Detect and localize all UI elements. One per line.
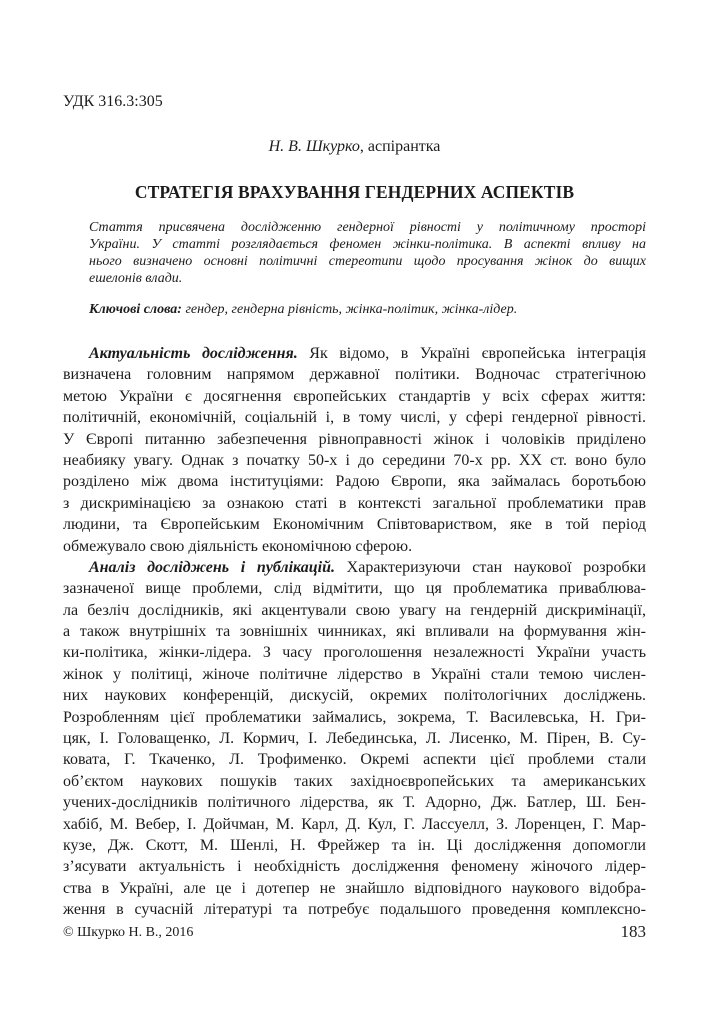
paragraph-line: ла безліч дослідників, які акцентували свою увагу на гендерній дискримінації, [63, 601, 646, 619]
paragraph-line: об’єктом наукових пошуків таких західноєвропейських та американських [63, 772, 646, 790]
paragraph-line: обмежувало свою діяльність економічною сферою. [63, 537, 413, 555]
paragraph-line: неабияку увагу. Однак з початку 50-х і до середини 70-х рр. XX ст. воно було [63, 451, 646, 469]
paragraph-line: зазначеної вище проблеми, слід відмітити, що ця проблематика приваблюва- [63, 580, 646, 598]
section-lead-analysis: Аналіз досліджень і публікацій. [89, 558, 336, 576]
abstract-line: ешелонів влади. [89, 271, 183, 286]
paragraph-line: жінок у політиці, жіноче політичне лідерство в Україні стали темою числен- [63, 665, 646, 683]
paragraph-line: з’ясувати актуальність і необхідність дослідження феномену жіночого лідер- [63, 858, 646, 876]
paragraph-line: метою України є досягнення європейських стандартів у всіх сферах життя: [63, 387, 646, 405]
paragraph-line: У Європі питанню забезпечення рівноправності жінок і чоловіків приділено [63, 430, 646, 448]
page-number: 183 [620, 922, 646, 941]
paragraph-first-line [63, 343, 646, 364]
article-title: СТРАТЕГІЯ ВРАХУВАННЯ ГЕНДЕРНИХ АСПЕКТІВ [134, 182, 575, 202]
author-line [63, 137, 646, 157]
paragraph-text: Характеризуючи стан наукової розробки [335, 558, 646, 576]
paragraph-line: політичній, економічній, соціальній і, в тому числі, у сфері гендерної рівності. [63, 409, 646, 427]
paragraph-line: визначена головним напрямом державної політики. Водночас стратегічною [63, 366, 646, 384]
paragraph-line: цяк, І. Головащенко, Л. Кормич, І. Лебединська, Л. Лисенко, М. Пірен, В. Су- [63, 730, 646, 748]
paragraph-line: ковата, Г. Ткаченко, Л. Трофименко. Окремі аспекти цієї проблеми стали [63, 751, 646, 769]
paragraph-line: Розробленням цієї проблематики займались, зокрема, Т. Василевська, Н. Гри- [63, 708, 646, 726]
paragraph-first-line [63, 557, 646, 578]
abstract [89, 219, 646, 287]
paragraph-line: людини, та Європейським Економічним Співтовариством, яке в той період [63, 516, 646, 534]
paragraph-line: а також внутрішніх та зовнішніх чинниках, які впливали на формування жін- [63, 623, 646, 641]
copyright-notice: © Шкурко Н. В., 2016 [63, 925, 194, 940]
section-lead-relevance: Актуальність дослідження. [89, 345, 298, 362]
paragraph-line: учених-дослідників політичного лідерства, як Т. Адорно, Дж. Батлер, Ш. Бен- [63, 794, 646, 812]
paragraph-text: Як відомо, в Україні європейська інтеграція [297, 345, 646, 362]
keywords-text: гендер, гендерна рівність, жінка-політик, жінка-лідер. [181, 302, 518, 317]
paragraph-line: кузе, Дж. Скотт, М. Шенлі, Н. Фрейжер та ін. Ці дослідження допомогли [63, 836, 646, 854]
udk-code: УДК 316.3:305 [63, 93, 163, 110]
abstract-line: Стаття присвячена дослідженню гендерної рівності у політичному просторі [89, 220, 646, 235]
paragraph-line: ства в Україні, але це і дотепер не знайшло відповідного наукового відобра- [63, 879, 646, 897]
paragraph-line: ження в сучасній літературі та потребує подальшого проведення комплексно- [63, 901, 646, 919]
author-position: , аспірантка [359, 138, 441, 155]
paragraph-line: ки-політика, жінки-лідера. З часу проголошення незалежності України участь [63, 644, 646, 662]
keywords [89, 301, 646, 318]
abstract-line: нього визначено основні політичні стереотипи щодо просування жінок до вищих [89, 254, 646, 269]
keywords-label: Ключові слова: [89, 302, 182, 317]
author-name: Н. В. Шкурко [268, 138, 360, 155]
paragraph-line: них наукових конференцій, дискусій, окремих політологічних досліджень. [63, 687, 646, 705]
paragraph-line: з дискримінацією за ознакою статі в контексті загальної проблематики прав [63, 494, 646, 512]
article-body [63, 343, 646, 921]
paragraph-line: розділено між двома інституціями: Радою Європи, яка займалась боротьбою [63, 473, 646, 491]
abstract-line: України. У статті розглядається феномен жінки-політика. В аспекті впливу на [89, 237, 646, 252]
paragraph-line: хабіб, М. Вебер, І. Дойчман, М. Карл, Д. Кул, Г. Лассуелл, З. Лоренцен, Г. Мар- [63, 815, 646, 833]
